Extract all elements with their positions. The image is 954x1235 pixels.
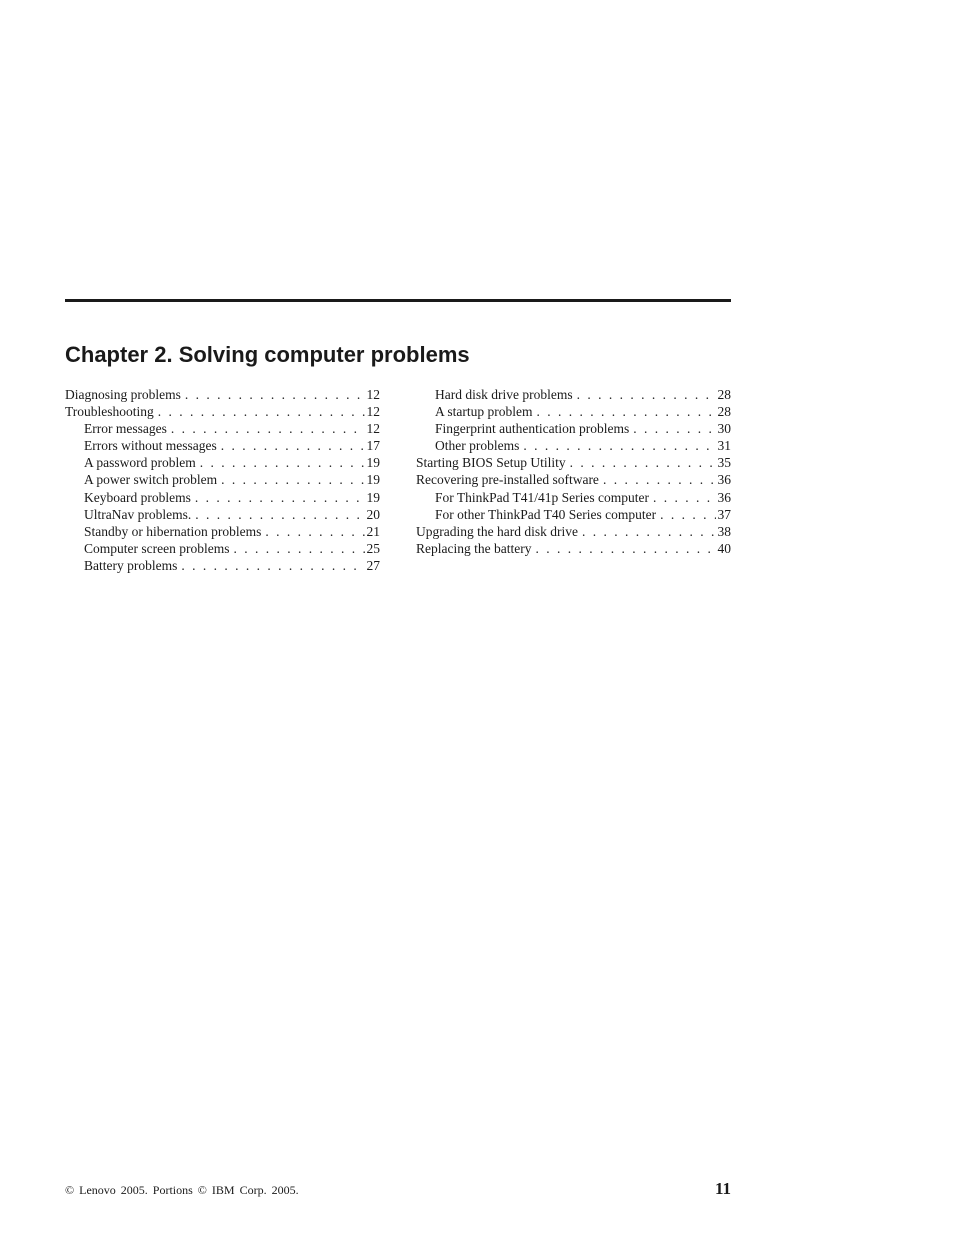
toc-entry-page: 40	[717, 540, 731, 556]
toc-entry[interactable]	[65, 557, 380, 574]
toc-entry-label: Standby or hibernation problems	[84, 523, 262, 539]
toc-entry-page: 12	[366, 421, 380, 437]
toc-dot-leader	[531, 540, 716, 557]
chapter-title-rule	[65, 299, 731, 302]
toc-entry[interactable]	[65, 489, 380, 506]
toc-dot-leader	[167, 420, 365, 437]
toc-entry-page: 17	[366, 438, 380, 454]
toc-entry-page: 12	[366, 387, 380, 402]
toc-dot-leader	[217, 437, 365, 454]
toc-entry-label: A startup problem	[435, 404, 533, 420]
toc-dot-leader	[229, 540, 365, 557]
toc-dot-leader	[181, 386, 365, 403]
toc-dot-leader	[656, 506, 716, 523]
toc-dot-leader	[177, 557, 365, 574]
toc-entry-page: 36	[717, 489, 731, 505]
toc-entry-page: 30	[717, 421, 731, 437]
toc-entry[interactable]	[65, 386, 380, 403]
toc-entry-label: Other problems	[435, 438, 520, 454]
chapter-title: Chapter 2. Solving computer problems	[65, 342, 470, 367]
toc-entry[interactable]	[65, 471, 380, 488]
toc-entry[interactable]	[65, 403, 380, 420]
toc-right-column	[416, 386, 731, 557]
toc-entry-page: 25	[366, 540, 380, 556]
toc-entry-page: 31	[717, 438, 731, 454]
toc-entry-page: 28	[717, 387, 731, 402]
toc-entry[interactable]	[65, 506, 380, 523]
toc-dot-leader	[196, 454, 365, 471]
toc-dot-leader	[599, 471, 716, 488]
toc-entry-page: 37	[717, 506, 731, 522]
footer-copyright: © Lenovo 2005. Portions © IBM Corp. 2005.	[65, 1183, 299, 1197]
toc-entry-label: Diagnosing problems	[65, 387, 181, 402]
toc-dot-leader	[217, 471, 365, 488]
toc-entry-label: Error messages	[84, 421, 167, 437]
toc-entry-page: 36	[717, 472, 731, 488]
toc-entry[interactable]	[65, 437, 380, 454]
toc-entry[interactable]	[416, 386, 731, 403]
toc-entry[interactable]	[416, 420, 731, 437]
toc-dot-leader	[629, 420, 716, 437]
toc-entry-page: 21	[366, 523, 380, 539]
toc-entry[interactable]	[416, 454, 731, 471]
toc-entry-label: UltraNav problems.	[84, 506, 192, 522]
toc-dot-leader	[261, 523, 365, 540]
toc-entry[interactable]	[65, 420, 380, 437]
toc-entry[interactable]	[416, 489, 731, 506]
toc-dot-leader	[191, 489, 365, 506]
toc-entry[interactable]	[416, 437, 731, 454]
toc-dot-leader	[578, 523, 716, 540]
toc-dot-leader	[573, 386, 716, 403]
toc-entry-label: For ThinkPad T41/41p Series computer	[435, 489, 649, 505]
toc-dot-leader	[533, 403, 717, 420]
toc-dot-leader	[191, 506, 365, 523]
toc-dot-leader	[566, 454, 716, 471]
toc-entry[interactable]	[416, 403, 731, 420]
toc-entry[interactable]	[65, 454, 380, 471]
toc-left-column	[65, 386, 380, 574]
page-number: 11	[714, 1179, 731, 1198]
toc-entry-page: 19	[366, 489, 380, 505]
toc-entry-label: Troubleshooting	[65, 404, 154, 420]
toc-entry-label: A password problem	[84, 455, 196, 471]
toc-entry-page: 35	[717, 455, 731, 471]
toc-entry-page: 19	[366, 455, 380, 471]
toc-entry-label: Keyboard problems	[84, 489, 191, 505]
toc-entry-label: Replacing the battery	[416, 540, 532, 556]
toc-entry-label: A power switch problem	[84, 472, 218, 488]
toc-entry-page: 20	[366, 506, 380, 522]
toc-entry-page: 27	[366, 557, 380, 573]
toc-entry-page: 28	[717, 404, 731, 420]
toc-entry-label: Battery problems	[84, 557, 178, 573]
toc-dot-leader	[154, 403, 365, 420]
toc-entry-label: Computer screen problems	[84, 540, 230, 556]
toc-entry[interactable]	[416, 471, 731, 488]
toc-dot-leader	[519, 437, 716, 454]
toc-entry[interactable]	[416, 540, 731, 557]
toc-entry-label: Errors without messages	[84, 438, 217, 454]
toc-dot-leader	[649, 489, 716, 506]
toc-entry-page: 12	[366, 404, 380, 420]
toc-entry-label: Fingerprint authentication problems	[435, 421, 630, 437]
toc-entry-page: 38	[717, 523, 731, 539]
toc-entry[interactable]	[65, 540, 380, 557]
toc-entry-label: Hard disk drive problems	[435, 387, 573, 402]
toc-entry-label: For other ThinkPad T40 Series computer	[435, 506, 657, 522]
toc-entry-label: Starting BIOS Setup Utility	[416, 455, 566, 471]
toc-entry[interactable]	[416, 523, 731, 540]
toc-entry-page: 19	[366, 472, 380, 488]
toc-entry-label: Recovering pre-installed software	[416, 472, 599, 488]
toc-entry[interactable]	[65, 523, 380, 540]
toc-entry[interactable]	[416, 506, 731, 523]
toc-entry-label: Upgrading the hard disk drive	[416, 523, 578, 539]
